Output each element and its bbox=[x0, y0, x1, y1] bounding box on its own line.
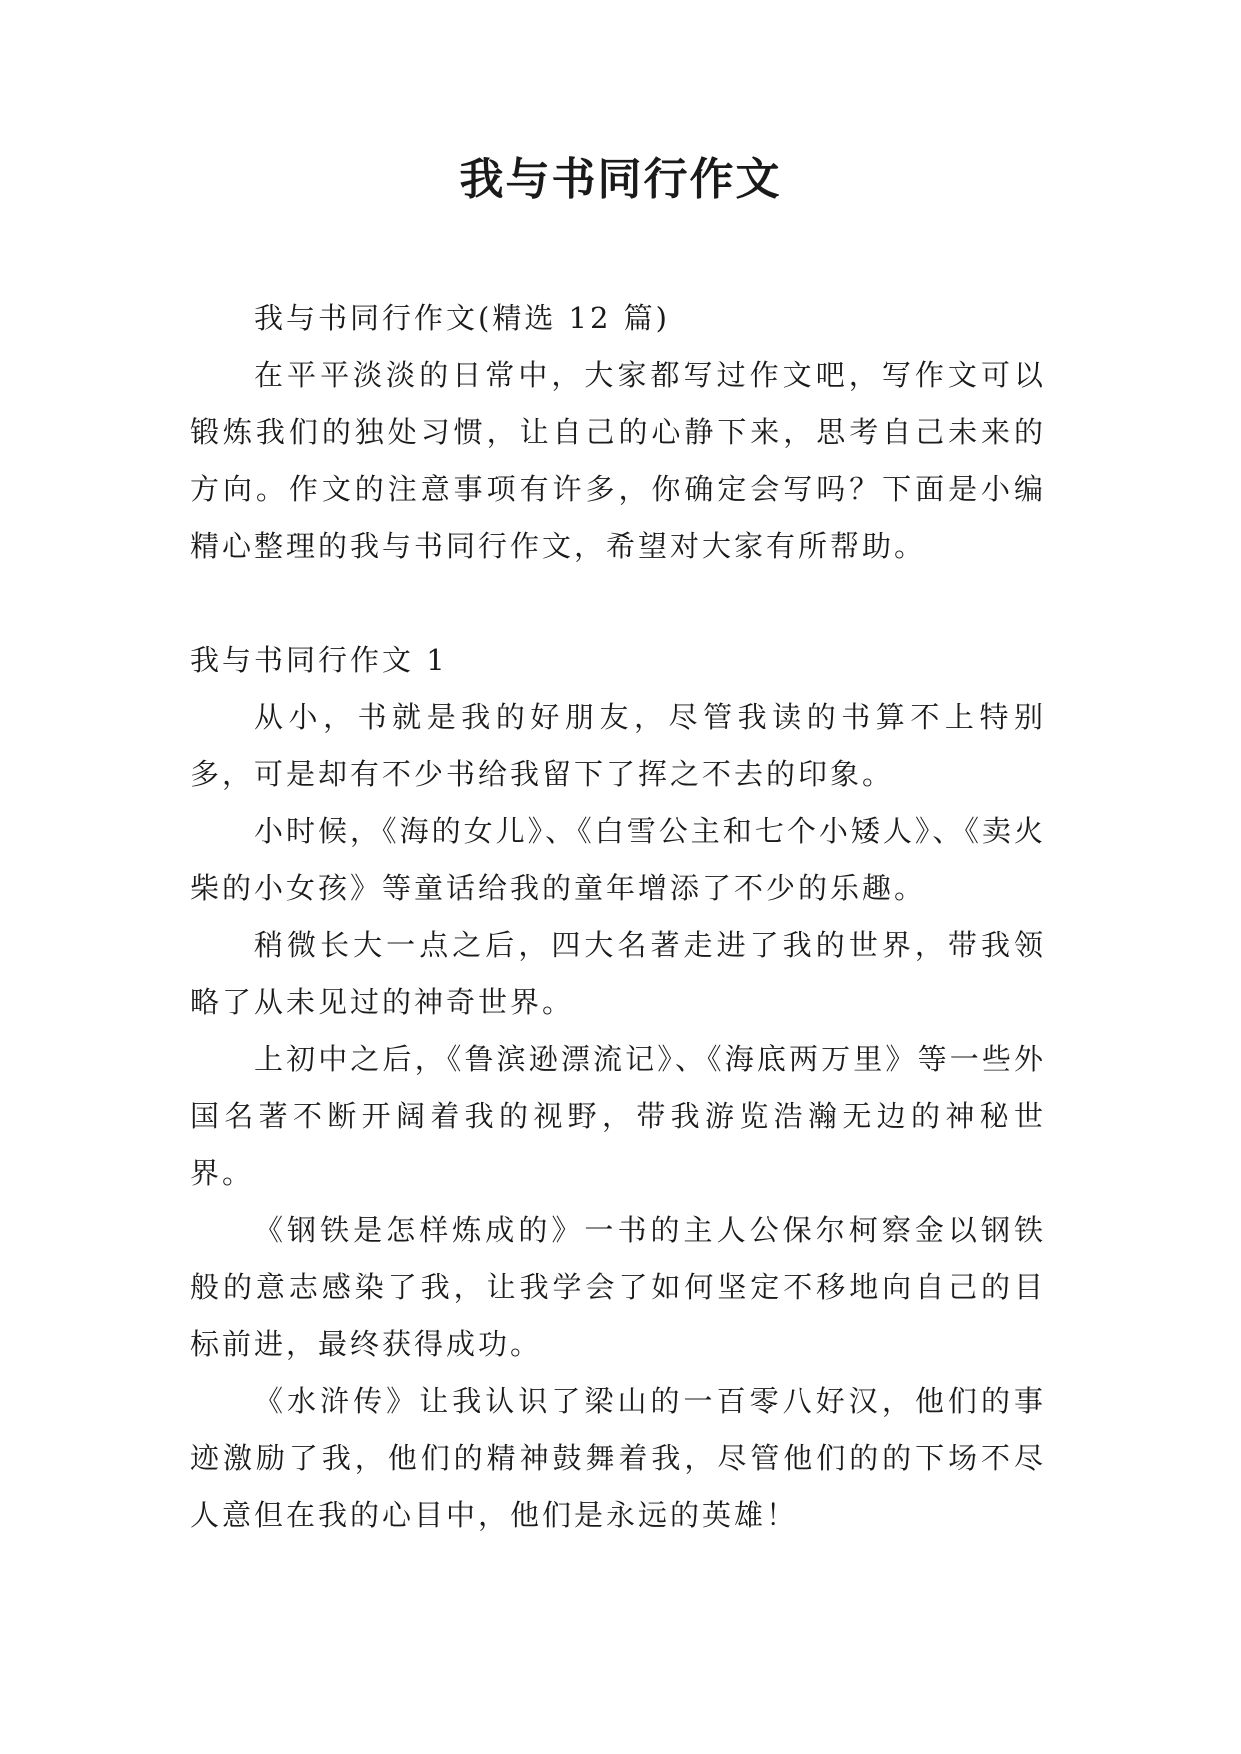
body-paragraph: 小时候，《海的女儿》、《白雪公主和七个小矮人》、《卖火柴的小女孩》等童话给我的童年增添了不少的乐趣。 bbox=[190, 814, 1046, 905]
section-spacer bbox=[190, 575, 1046, 632]
document-body bbox=[190, 290, 1046, 1544]
body-paragraph: 从小，书就是我的好朋友，尽管我读的书算不上特别多，可是却有不少书给我留下了挥之不去的印象。 bbox=[190, 700, 1046, 791]
body-paragraph: 《钢铁是怎样炼成的》一书的主人公保尔柯察金以钢铁般的意志感染了我，让我学会了如何坚定不移地向自己的目标前进，最终获得成功。 bbox=[190, 1213, 1046, 1361]
section-heading: 我与书同行作文 1 bbox=[190, 643, 448, 677]
body-paragraph: 上初中之后，《鲁滨逊漂流记》、《海底两万里》等一些外国名著不断开阔着我的视野，带我游览浩瀚无边的神秘世界。 bbox=[190, 1042, 1046, 1190]
body-paragraph: 《水浒传》让我认识了梁山的一百零八好汉，他们的事迹激励了我，他们的精神鼓舞着我，尽管他们的的下场不尽人意但在我的心目中，他们是永远的英雄！ bbox=[190, 1384, 1046, 1532]
document-title: 我与书同行作文 bbox=[459, 154, 782, 205]
intro-paragraph: 在平平淡淡的日常中，大家都写过作文吧，写作文可以锻炼我们的独处习惯，让自己的心静下来，思考自己未来的方向。作文的注意事项有许多，你确定会写吗？下面是小编精心整理的我与书同行作文，希望对大家有所帮助。 bbox=[190, 358, 1046, 563]
body-paragraph: 稍微长大一点之后，四大名著走进了我的世界，带我领略了从未见过的神奇世界。 bbox=[190, 928, 1046, 1019]
subtitle-paragraph: 我与书同行作文(精选 12 篇) bbox=[254, 301, 670, 335]
